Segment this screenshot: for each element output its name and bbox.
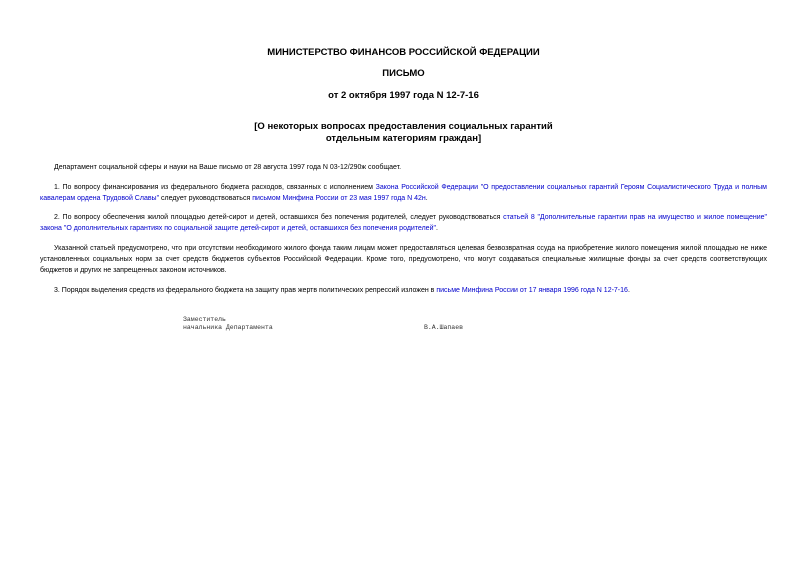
- letter-link-12-7-16[interactable]: письме Минфина России от 17 января 1996 года N 12-7-16: [436, 287, 628, 294]
- signature-title-line-1: Заместитель: [183, 316, 226, 323]
- document-type: ПИСЬМО: [382, 68, 425, 79]
- paragraph-2-text-c: .: [435, 225, 438, 232]
- paragraph-4-text-c: .: [627, 287, 630, 294]
- document-subject: [0, 121, 807, 145]
- paragraph-1-text-b: следует руководствоваться: [159, 195, 253, 202]
- letter-link-42n[interactable]: письмом Минфина России от 23 мая 1997 года N 42н: [252, 195, 426, 202]
- paragraph-1-text-a: 1. По вопросу финансирования из федерального бюджета расходов, связанных с исполнением: [54, 184, 376, 191]
- paragraph-intro: Департамент социальной сферы и науки на Ваше письмо от 28 августа 1997 года N 03-12/290ж сообщает.: [54, 164, 402, 171]
- paragraph-4: [40, 285, 767, 296]
- paragraph-3: Указанной статьей предусмотрено, что при отсутствии необходимого жилого фонда таким лицам может предоставляться целевая безвозвратная ссуда на приобретение жилого помещения жилой площадью не ниже установленных социальных норм за счет средств бюджетов субъектов Российской Федерации. Кроме того, предусмотрено, что могут создаваться специальные жилищные фонды за счет средств соответствующих бюджетов и других не запрещенных законом источников.: [40, 245, 767, 274]
- paragraph-2-text-a: 2. По вопросу обеспечения жилой площадью детей-сирот и детей, оставшихся без попечения родителей, следует руководствоваться: [54, 214, 504, 221]
- paragraph-2: [40, 212, 767, 234]
- law-link-heroes[interactable]: Закона Российской Федерации "О предоставлении социальных гарантий Героям Социалистического Труда и полным кавалерам ордена Трудовой Славы": [40, 184, 767, 202]
- ministry-title: МИНИСТЕРСТВО ФИНАНСОВ РОССИЙСКОЙ ФЕДЕРАЦИИ: [267, 47, 540, 58]
- article-8-link[interactable]: статьей 8 "Дополнительные гарантии прав на имущество и жилое помещение" закона "О дополнительных гарантиях по социальной защите детей-сирот и детей, оставшихся без попечения родителей": [40, 214, 768, 232]
- subject-line-2: отдельным категориям граждан]: [325, 133, 482, 144]
- paragraph-1-text-c: .: [425, 195, 428, 202]
- signature-title-line-2: начальника Департамента: [183, 324, 273, 331]
- paragraph-1: [40, 182, 767, 204]
- paragraph-4-text-a: 3. Порядок выделения средств из федерального бюджета на защиту прав жертв политических репрессий изложен в: [54, 287, 437, 294]
- subject-line-1: [О некоторых вопросах предоставления социальных гарантий: [254, 121, 553, 132]
- document-date-number: от 2 октября 1997 года N 12-7-16: [328, 90, 479, 101]
- signature-name: В.А.Шапаев: [424, 324, 464, 331]
